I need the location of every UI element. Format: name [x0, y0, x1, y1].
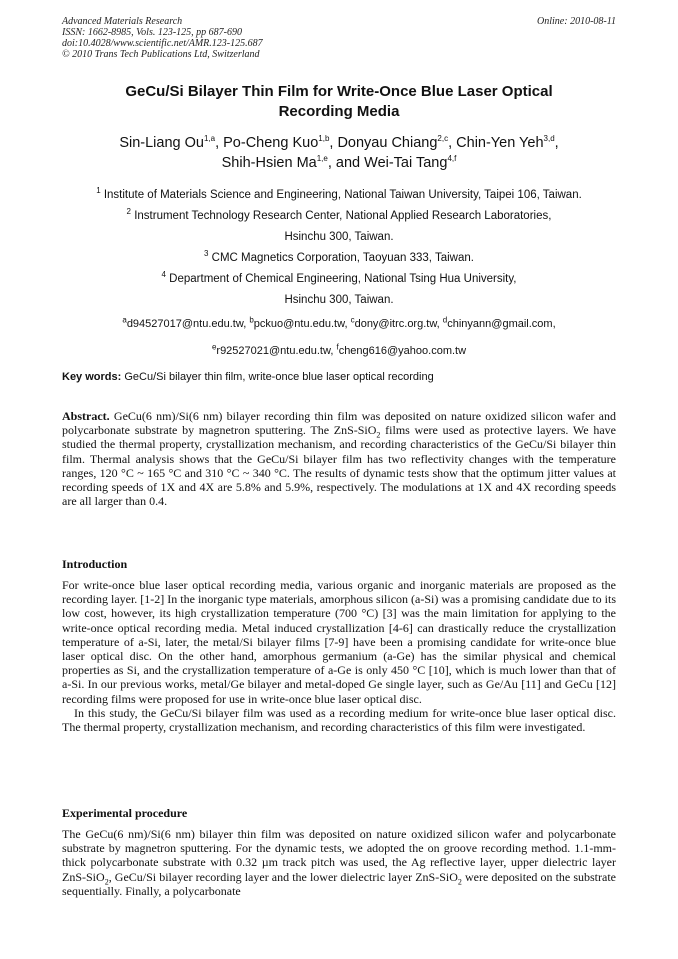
affiliation-num: 4 — [161, 270, 166, 280]
introduction-body — [62, 578, 616, 734]
email-list — [62, 314, 616, 363]
author-sup: 4,f — [447, 154, 457, 164]
author-name: Donyau Chiang — [337, 135, 438, 151]
affiliation-4-cont: Hsinchu 300, Taiwan. — [284, 294, 394, 306]
keywords-text: GeCu/Si bilayer thin film, write-once blue laser optical recording — [124, 371, 434, 383]
author-name: Chin-Yen Yeh — [456, 135, 544, 151]
online-date: Online: 2010-08-11 — [537, 16, 616, 27]
intro-paragraph-1: For write-once blue laser optical recording media, various organic and inorganic materials are proposed as the recording layer. [1-2] In the inorganic type materials, amorphous silicon (a-Si) was a promising candidate due to its low cost, however, its high crystallization temperature (700 °C) [3] was the main limitation for applying to the write-once optical recording media. Metal induced crystallization [4-6] can drastically reduce the crystallization temperature of a-Si, later, the metal/Si bilayer films [7-9] have been a promising candidate for write-once blue laser optical disc. On the other hand, amorphous germanium (a-Ge) has the similar physical and chemical properties as Si, and the crystallization temperature of a-Ge is only 450 °C [10], which is much lower than that of a-Si. In our previous works, metal/Ge bilayer and metal-doped Ge single layer, such as Ge/Au [11] and GeCu [12] recording films were proposed for use in write-once blue laser optical disc. — [62, 578, 616, 706]
affiliation-4 — [62, 269, 616, 290]
author-sup: 2,c — [437, 134, 449, 144]
title-line-1: GeCu/Si Bilayer Thin Film for Write-Once Blue Laser Optical — [125, 83, 553, 100]
author-name: Po-Cheng Kuo — [223, 135, 319, 151]
author-sup: 1,b — [318, 134, 330, 144]
author-name: Sin-Liang Ou — [119, 135, 204, 151]
author-sup: 3,d — [543, 134, 555, 144]
experimental-heading: Experimental procedure — [62, 806, 188, 820]
email-sup: f — [336, 342, 339, 352]
subscript: 2 — [104, 877, 109, 886]
subscript: 2 — [457, 877, 462, 886]
affiliation-3 — [62, 248, 616, 269]
email-sup: d — [442, 315, 448, 325]
email-sup: e — [211, 342, 217, 352]
email-address: pckuo@ntu.edu.tw — [253, 318, 345, 330]
experimental-body — [62, 827, 616, 898]
affiliation-num: 2 — [126, 207, 131, 217]
email-sup: b — [249, 315, 254, 325]
affiliation-num: 3 — [204, 249, 209, 259]
title-line-2: Recording Media — [278, 103, 400, 120]
affiliation-text: Institute of Materials Science and Engineering, National Taiwan University, Taipei 106, Taiwan. — [103, 189, 582, 201]
keywords — [62, 370, 616, 384]
subscript: 2 — [376, 430, 381, 440]
email-line-2: $^e$r92527021@ntu.edu.tw, $^f$cheng616@yahoo.com.tw — [211, 342, 467, 357]
author-list — [62, 133, 616, 173]
email-line-1: $^a$d94527017@ntu.edu.tw, $^b$pckuo@ntu.edu.tw, $^c$dony@itrc.org.tw, $^d$chinyann@gmail.com, — [122, 315, 556, 330]
email-address: d94527017@ntu.edu.tw — [126, 318, 244, 330]
affiliation-2 — [62, 206, 616, 227]
email-address: r92527021@ntu.edu.tw — [216, 345, 331, 357]
affiliation-2-cont: Hsinchu 300, Taiwan. — [284, 231, 394, 243]
abstract-text: GeCu(6 nm)/Si(6 nm) bilayer recording thin film was deposited on nature oxidized silicon wafer and polycarbonate substrate by magnetron sputtering. The ZnS-SiO — [62, 409, 617, 438]
keywords-label: Key words: — [62, 371, 122, 383]
affiliation-list — [62, 185, 616, 311]
author-line-2: Shih-Hsien Ma$^{1,e}$, and Wei-Tai Tang$^{4,f}$ — [221, 154, 457, 171]
email-sup: c — [350, 315, 355, 325]
email-address: chinyann@gmail.com — [447, 318, 553, 330]
intro-paragraph-2: In this study, the GeCu/Si bilayer film was used as a recording medium for write-once blue laser optical disc. The thermal property, crystallization mechanism, and recording characteristics of this film were investigated. — [62, 705, 616, 735]
affiliation-text: CMC Magnetics Corporation, Taoyuan 333, Taiwan. — [211, 252, 474, 264]
author-sup: 1,e — [316, 154, 328, 164]
email-address: cheng616@yahoo.com.tw — [338, 345, 467, 357]
experimental-text-cont: , GeCu/Si bilayer recording layer and the lower dielectric layer ZnS-SiO — [108, 869, 458, 884]
abstract-label: Abstract. — [62, 409, 110, 423]
affiliation-text: Department of Chemical Engineering, National Tsing Hua University, — [169, 273, 517, 285]
email-address: dony@itrc.org.tw — [354, 318, 437, 330]
author-name: Shih-Hsien Ma — [221, 155, 317, 171]
doi-line: doi:10.4028/www.scientific.net/AMR.123-125.687 — [62, 38, 263, 49]
introduction-heading: Introduction — [62, 557, 128, 571]
journal-name: Advanced Materials Research — [62, 16, 183, 27]
paper-title — [62, 82, 616, 122]
abstract-text-cont: films were used as protective layers. We have studied the thermal property, crystallization mechanism, and recording characteristics of the GeCu/Si bilayer thin film. Thermal analysis shows that the GeCu/Si bilayer film has two reflectivity changes with the temperature ranges, 120 °C ~ 165 °C and 310 °C ~ 340 °C. The results of dynamic tests show that the optimum jitter values at recording speeds of 1X and 4X are 5.8% and 5.9%, respectively. The modulations at 1X and 4X recording speeds are all larger than 0.4. — [62, 423, 616, 509]
experimental-text-end: were deposited on the substrate sequentially. Finally, a polycarbonate — [62, 869, 617, 898]
email-sup: a — [122, 315, 127, 325]
affiliation-num: 1 — [96, 186, 101, 196]
affiliation-1 — [62, 185, 616, 206]
author-line-1: Sin-Liang Ou$^{1,a}$, Po-Cheng Kuo$^{1,b}$, Donyau Chiang$^{2,c}$, Chin-Yen Yeh$^{3,d}$, — [119, 134, 559, 151]
author-sup: 1,a — [203, 134, 216, 144]
issn-line: ISSN: 1662-8985, Vols. 123-125, pp 687-690 — [62, 27, 242, 38]
abstract — [62, 409, 616, 508]
journal-header — [62, 16, 616, 60]
experimental-text: The GeCu(6 nm)/Si(6 nm) bilayer thin film was deposited on nature oxidized silicon wafer and polycarbonate substrate by magnetron sputtering. For the dynamic tests, we adopted the on groove recording method. 1.1-mm-thick polycarbonate substrate with 0.32 µm track pitch was used, the Ag reflective layer, upper dielectric layer ZnS-SiO — [62, 827, 616, 884]
affiliation-text: Instrument Technology Research Center, National Applied Research Laboratories, — [134, 210, 552, 222]
author-name: Wei-Tai Tang — [364, 155, 448, 171]
copyright-line: © 2010 Trans Tech Publications Ltd, Switzerland — [62, 49, 260, 60]
